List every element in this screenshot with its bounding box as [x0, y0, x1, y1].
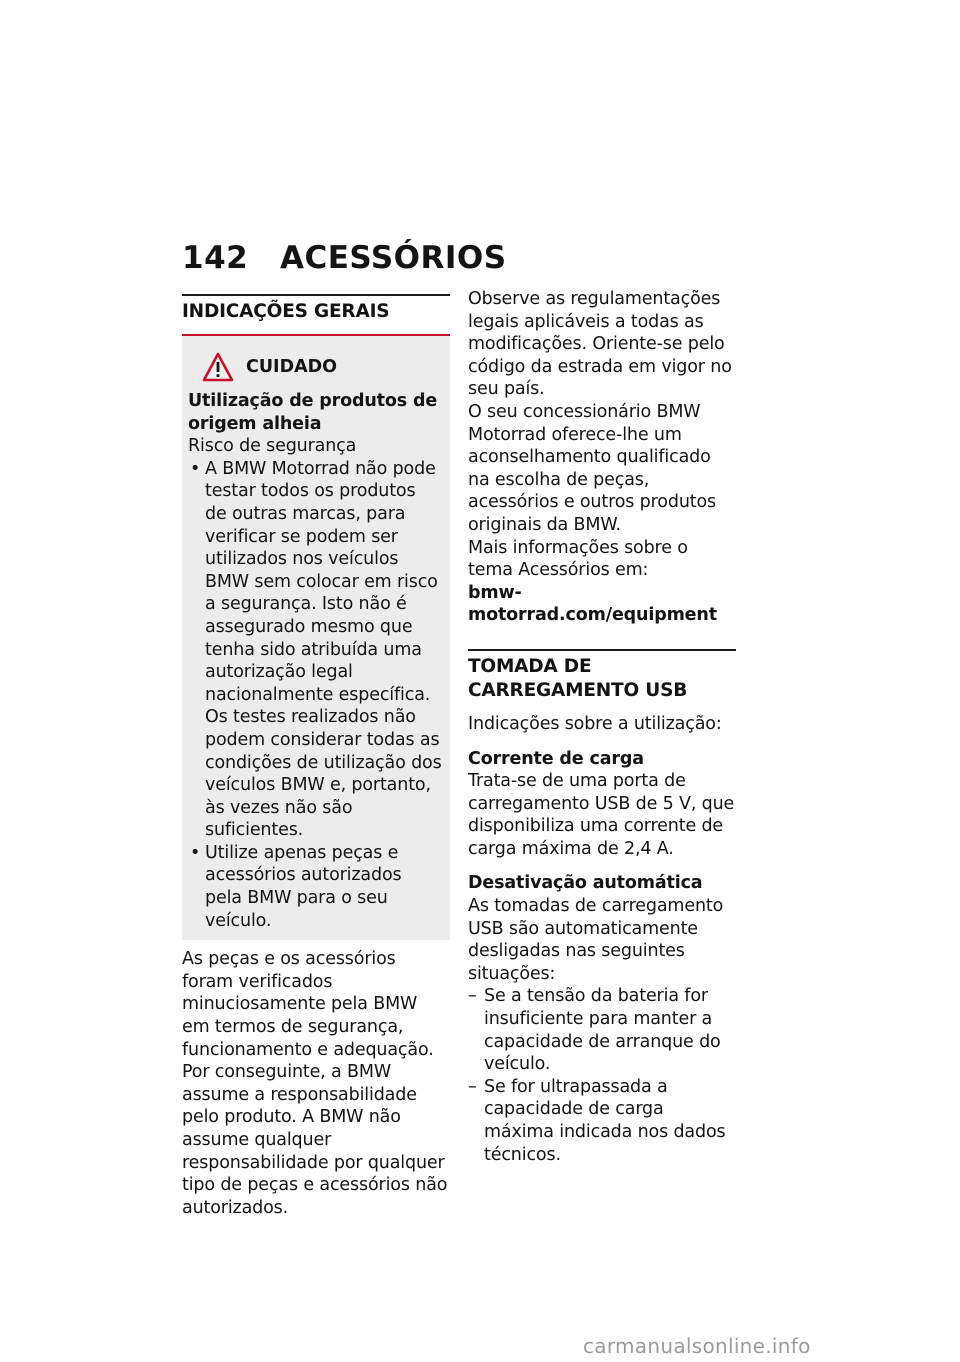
left-column	[182, 294, 450, 1219]
subsection-title-auto-shutoff: Desativação automática	[468, 873, 703, 894]
auto-shutoff-text: As tomadas de carregamento USB são automaticamente desligadas nas seguintes situações:	[468, 896, 724, 984]
page-header	[182, 240, 507, 276]
accessories-link[interactable]: bmw-motorrad.com/equipment	[468, 582, 717, 626]
chapter-title: ACESSÓRIOS	[280, 240, 507, 276]
page-number: 142	[182, 240, 249, 276]
section-rule	[182, 294, 450, 296]
general-paragraph: As peças e os acessórios foram verificados minuciosamente pela BMW em termos de segurança, funcionamento e adequação. Por conseguinte, a BMW assume a responsabilidade pelo produto. A BMW não assume qualquer responsabilidade por qualquer tipo de peças e acessórios não autorizados.	[182, 949, 448, 1218]
section-title-usb: TOMADA DE CARREGAMENTO USB	[468, 655, 688, 701]
shutoff-condition: – Se a tensão da bateria for insuficiente para manter a capacidade de arranque do veículo.	[468, 985, 736, 1075]
usage-note: Indicações sobre a utilização:	[468, 713, 722, 734]
warning-triangle-icon	[202, 352, 234, 382]
caution-subtitle: Utilização de produtos de origem alheia	[188, 391, 438, 434]
intro-paragraph: Observe as regulamentações legais aplicáveis a todas as modificações. Oriente-se pelo código da estrada em vigor no seu país.	[468, 289, 732, 400]
shutoff-condition: – Se for ultrapassada a capacidade de carga máxima indicada nos dados técnicos.	[468, 1076, 736, 1166]
section-title-general: INDICAÇÕES GERAIS	[182, 301, 390, 322]
right-column	[468, 288, 736, 1166]
caution-bullet: • Utilize apenas peças e acessórios autorizados pela BMW para o seu veículo.	[188, 842, 442, 932]
watermark: carmanualsonline.info	[583, 1334, 811, 1358]
dealer-paragraph: O seu concessionário BMW Motorrad oferece-lhe um aconselhamento qualificado na escolha de peças, acessórios e outros produtos originais da BMW.	[468, 401, 716, 535]
charging-current-text: Trata-se de uma porta de carregamento USB de 5 V, que disponibiliza uma corrente de carga máxima de 2,4 A.	[468, 771, 735, 859]
more-info-paragraph: Mais informações sobre o tema Acessórios em:	[468, 537, 688, 581]
subsection-title-charging-current: Corrente de carga	[468, 748, 644, 769]
caution-bullet: • A BMW Motorrad não pode testar todos os produtos de outras marcas, para verificar se podem ser utilizados nos veículos BMW sem colocar em risco a segurança. Isto não é assegurado mesmo que tenha sido atribuída uma autorização legal nacionalmente específica. Os testes realizados não podem considerar todas as condições de utilização dos veículos BMW e, portanto, às vezes não são suficientes.	[188, 458, 442, 842]
caution-risk: Risco de segurança	[188, 436, 357, 457]
caution-box	[182, 334, 450, 940]
caution-header	[202, 352, 442, 382]
section-rule	[468, 649, 736, 651]
caution-label: CUIDADO	[246, 357, 338, 377]
